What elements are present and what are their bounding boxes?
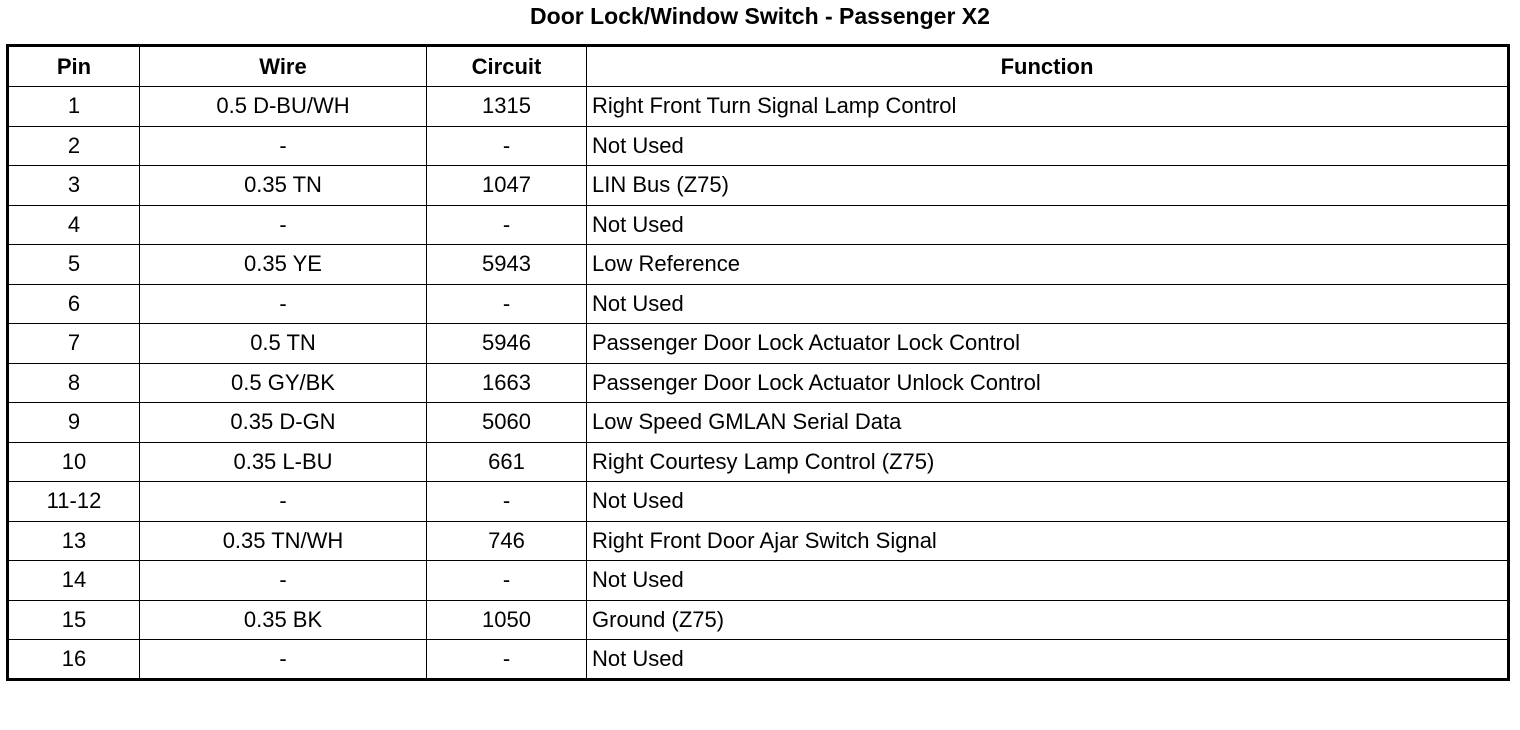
- table-row: [8, 521, 1509, 561]
- cell-pin: 1: [8, 87, 140, 127]
- cell-wire: 0.35 BK: [140, 600, 427, 640]
- cell-pin: 8: [8, 363, 140, 403]
- cell-function: Right Front Turn Signal Lamp Control: [587, 87, 1509, 127]
- cell-pin: 10: [8, 442, 140, 482]
- cell-function: LIN Bus (Z75): [587, 166, 1509, 206]
- header-row: [8, 46, 1509, 87]
- cell-function: Low Reference: [587, 245, 1509, 285]
- cell-wire: 0.35 TN: [140, 166, 427, 206]
- page-title: Door Lock/Window Switch - Passenger X2: [530, 3, 990, 29]
- table-row: [8, 87, 1509, 127]
- cell-circuit: 1663: [427, 363, 587, 403]
- cell-function: Passenger Door Lock Actuator Unlock Control: [587, 363, 1509, 403]
- cell-pin: 16: [8, 640, 140, 680]
- cell-function: Passenger Door Lock Actuator Lock Control: [587, 324, 1509, 364]
- table-row: [8, 561, 1509, 601]
- cell-function: Not Used: [587, 205, 1509, 245]
- cell-circuit: -: [427, 640, 587, 680]
- table-row: [8, 245, 1509, 285]
- cell-wire: 0.5 TN: [140, 324, 427, 364]
- column-header-function: Function: [587, 46, 1509, 87]
- cell-function: Right Front Door Ajar Switch Signal: [587, 521, 1509, 561]
- cell-function: Low Speed GMLAN Serial Data: [587, 403, 1509, 443]
- cell-pin: 2: [8, 126, 140, 166]
- cell-function: Not Used: [587, 561, 1509, 601]
- table-row: [8, 205, 1509, 245]
- cell-circuit: 746: [427, 521, 587, 561]
- column-header-circuit: Circuit: [427, 46, 587, 87]
- cell-circuit: -: [427, 561, 587, 601]
- table-row: [8, 403, 1509, 443]
- cell-pin: 9: [8, 403, 140, 443]
- table-row: [8, 482, 1509, 522]
- cell-wire: -: [140, 561, 427, 601]
- cell-wire: 0.5 GY/BK: [140, 363, 427, 403]
- table-row: [8, 166, 1509, 206]
- cell-circuit: -: [427, 482, 587, 522]
- cell-wire: 0.35 TN/WH: [140, 521, 427, 561]
- cell-circuit: -: [427, 205, 587, 245]
- cell-wire: -: [140, 284, 427, 324]
- table-row: [8, 363, 1509, 403]
- table-row: [8, 442, 1509, 482]
- table-row: [8, 126, 1509, 166]
- cell-function: Not Used: [587, 482, 1509, 522]
- cell-circuit: 661: [427, 442, 587, 482]
- column-header-wire: Wire: [140, 46, 427, 87]
- cell-wire: -: [140, 205, 427, 245]
- cell-circuit: 1315: [427, 87, 587, 127]
- cell-wire: -: [140, 126, 427, 166]
- cell-circuit: -: [427, 284, 587, 324]
- cell-circuit: 5060: [427, 403, 587, 443]
- table-row: [8, 284, 1509, 324]
- cell-pin: 14: [8, 561, 140, 601]
- cell-circuit: 5946: [427, 324, 587, 364]
- cell-wire: 0.35 D-GN: [140, 403, 427, 443]
- cell-pin: 6: [8, 284, 140, 324]
- cell-wire: 0.35 YE: [140, 245, 427, 285]
- cell-pin: 7: [8, 324, 140, 364]
- cell-function: Right Courtesy Lamp Control (Z75): [587, 442, 1509, 482]
- cell-wire: 0.5 D-BU/WH: [140, 87, 427, 127]
- column-header-pin: Pin: [8, 46, 140, 87]
- cell-pin: 3: [8, 166, 140, 206]
- table-body: [8, 87, 1509, 680]
- table-header: [8, 46, 1509, 87]
- connector-pinout-table: [6, 44, 1510, 681]
- cell-function: Not Used: [587, 640, 1509, 680]
- cell-circuit: 5943: [427, 245, 587, 285]
- cell-pin: 11-12: [8, 482, 140, 522]
- cell-pin: 4: [8, 205, 140, 245]
- table-row: [8, 600, 1509, 640]
- table-row: [8, 324, 1509, 364]
- cell-function: Not Used: [587, 126, 1509, 166]
- cell-function: Ground (Z75): [587, 600, 1509, 640]
- cell-circuit: 1050: [427, 600, 587, 640]
- cell-wire: 0.35 L-BU: [140, 442, 427, 482]
- cell-pin: 15: [8, 600, 140, 640]
- cell-circuit: -: [427, 126, 587, 166]
- cell-circuit: 1047: [427, 166, 587, 206]
- cell-wire: -: [140, 482, 427, 522]
- table-row: [8, 640, 1509, 680]
- cell-wire: -: [140, 640, 427, 680]
- cell-pin: 5: [8, 245, 140, 285]
- cell-function: Not Used: [587, 284, 1509, 324]
- cell-pin: 13: [8, 521, 140, 561]
